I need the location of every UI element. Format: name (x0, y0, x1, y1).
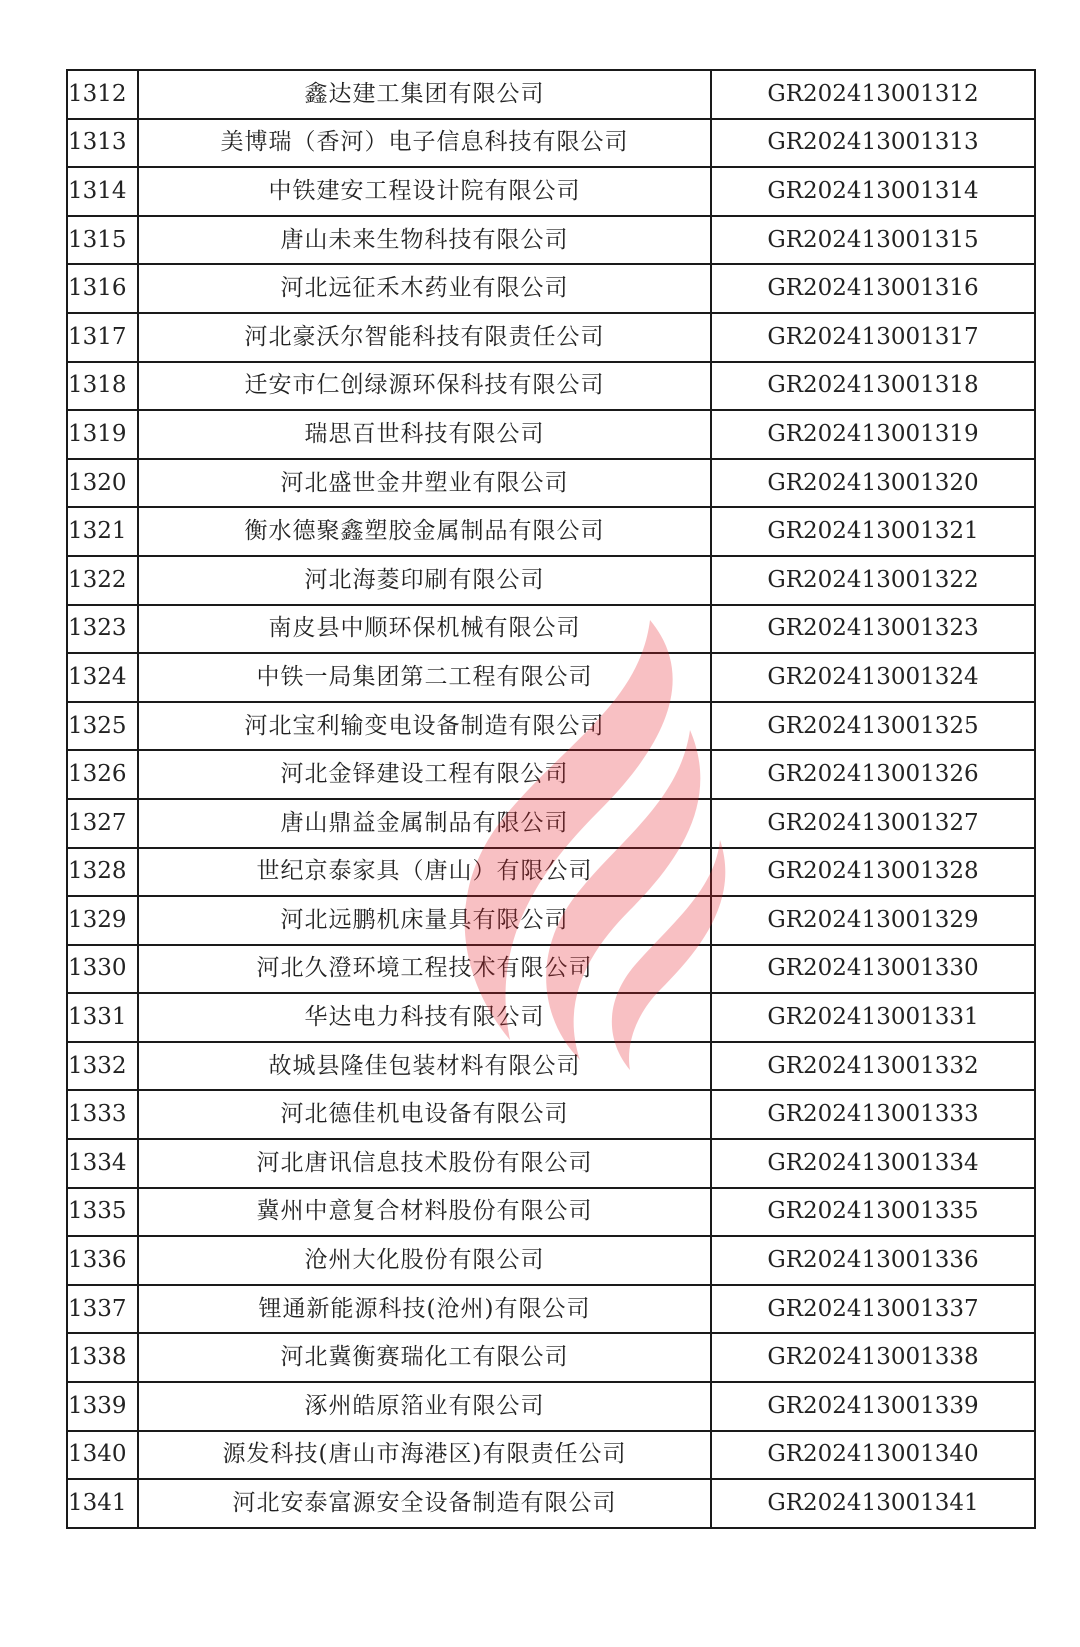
row-number: 1325 (67, 702, 138, 751)
row-number: 1312 (67, 70, 138, 119)
certificate-code: GR202413001325 (711, 702, 1035, 751)
certificate-code: GR202413001337 (711, 1285, 1035, 1334)
row-number: 1331 (67, 993, 138, 1042)
certificate-code: GR202413001332 (711, 1042, 1035, 1091)
company-name: 河北金铎建设工程有限公司 (138, 750, 711, 799)
table-row (67, 1382, 1035, 1431)
table-row (67, 362, 1035, 411)
company-name: 迁安市仁创绿源环保科技有限公司 (138, 362, 711, 411)
company-name: 沧州大化股份有限公司 (138, 1236, 711, 1285)
company-name: 中铁建安工程设计院有限公司 (138, 167, 711, 216)
table-row (67, 799, 1035, 848)
row-number: 1329 (67, 896, 138, 945)
row-number: 1338 (67, 1333, 138, 1382)
company-name: 华达电力科技有限公司 (138, 993, 711, 1042)
certificate-code: GR202413001340 (711, 1431, 1035, 1480)
certificate-code: GR202413001335 (711, 1188, 1035, 1237)
company-name: 瑞思百世科技有限公司 (138, 410, 711, 459)
company-name: 唐山鼎益金属制品有限公司 (138, 799, 711, 848)
table-body (67, 70, 1035, 1528)
table-row (67, 410, 1035, 459)
company-name: 唐山未来生物科技有限公司 (138, 216, 711, 265)
certificate-code: GR202413001323 (711, 605, 1035, 654)
table-row (67, 1090, 1035, 1139)
row-number: 1332 (67, 1042, 138, 1091)
certificate-code: GR202413001326 (711, 750, 1035, 799)
table-row (67, 216, 1035, 265)
row-number: 1323 (67, 605, 138, 654)
company-name: 中铁一局集团第二工程有限公司 (138, 653, 711, 702)
table-row (67, 750, 1035, 799)
certificate-code: GR202413001318 (711, 362, 1035, 411)
table-row (67, 313, 1035, 362)
company-name: 冀州中意复合材料股份有限公司 (138, 1188, 711, 1237)
row-number: 1316 (67, 264, 138, 313)
row-number: 1321 (67, 507, 138, 556)
row-number: 1341 (67, 1479, 138, 1528)
table-row (67, 167, 1035, 216)
company-name: 河北德佳机电设备有限公司 (138, 1090, 711, 1139)
table-row (67, 70, 1035, 119)
certificate-code: GR202413001317 (711, 313, 1035, 362)
certificate-code: GR202413001314 (711, 167, 1035, 216)
certificate-code: GR202413001321 (711, 507, 1035, 556)
row-number: 1317 (67, 313, 138, 362)
row-number: 1315 (67, 216, 138, 265)
certificate-code: GR202413001339 (711, 1382, 1035, 1431)
certificate-code: GR202413001316 (711, 264, 1035, 313)
row-number: 1333 (67, 1090, 138, 1139)
company-name: 河北冀衡赛瑞化工有限公司 (138, 1333, 711, 1382)
company-name: 河北豪沃尔智能科技有限责任公司 (138, 313, 711, 362)
row-number: 1340 (67, 1431, 138, 1480)
row-number: 1326 (67, 750, 138, 799)
row-number: 1314 (67, 167, 138, 216)
certificate-table (66, 69, 1036, 1529)
table-row (67, 702, 1035, 751)
certificate-code: GR202413001338 (711, 1333, 1035, 1382)
row-number: 1336 (67, 1236, 138, 1285)
table-row (67, 507, 1035, 556)
table-row (67, 556, 1035, 605)
table-row (67, 119, 1035, 168)
table-row (67, 945, 1035, 994)
certificate-code: GR202413001331 (711, 993, 1035, 1042)
certificate-code: GR202413001313 (711, 119, 1035, 168)
company-name: 河北安泰富源安全设备制造有限公司 (138, 1479, 711, 1528)
row-number: 1339 (67, 1382, 138, 1431)
table-row (67, 605, 1035, 654)
table-row (67, 653, 1035, 702)
table-row (67, 896, 1035, 945)
company-name: 河北唐讯信息技术股份有限公司 (138, 1139, 711, 1188)
table-row (67, 1139, 1035, 1188)
certificate-code: GR202413001312 (711, 70, 1035, 119)
company-name: 鑫达建工集团有限公司 (138, 70, 711, 119)
row-number: 1327 (67, 799, 138, 848)
row-number: 1328 (67, 848, 138, 897)
company-name: 美博瑞（香河）电子信息科技有限公司 (138, 119, 711, 168)
company-name: 源发科技(唐山市海港区)有限责任公司 (138, 1431, 711, 1480)
row-number: 1322 (67, 556, 138, 605)
row-number: 1330 (67, 945, 138, 994)
row-number: 1318 (67, 362, 138, 411)
company-name: 锂通新能源科技(沧州)有限公司 (138, 1285, 711, 1334)
row-number: 1335 (67, 1188, 138, 1237)
certificate-code: GR202413001327 (711, 799, 1035, 848)
row-number: 1324 (67, 653, 138, 702)
table-row (67, 1188, 1035, 1237)
row-number: 1319 (67, 410, 138, 459)
company-name: 衡水德聚鑫塑胶金属制品有限公司 (138, 507, 711, 556)
row-number: 1337 (67, 1285, 138, 1334)
company-name: 河北宝利输变电设备制造有限公司 (138, 702, 711, 751)
row-number: 1313 (67, 119, 138, 168)
table-row (67, 1042, 1035, 1091)
company-name: 河北远鹏机床量具有限公司 (138, 896, 711, 945)
certificate-code: GR202413001320 (711, 459, 1035, 508)
company-name: 河北久澄环境工程技术有限公司 (138, 945, 711, 994)
table-row (67, 1236, 1035, 1285)
table-row (67, 264, 1035, 313)
certificate-code: GR202413001336 (711, 1236, 1035, 1285)
table-row (67, 848, 1035, 897)
company-name: 河北海菱印刷有限公司 (138, 556, 711, 605)
certificate-code: GR202413001322 (711, 556, 1035, 605)
company-name: 南皮县中顺环保机械有限公司 (138, 605, 711, 654)
table-row (67, 993, 1035, 1042)
table-row (67, 1431, 1035, 1480)
company-name: 世纪京泰家具（唐山）有限公司 (138, 848, 711, 897)
certificate-code: GR202413001315 (711, 216, 1035, 265)
company-name: 河北盛世金井塑业有限公司 (138, 459, 711, 508)
table-row (67, 459, 1035, 508)
company-name: 涿州皓原箔业有限公司 (138, 1382, 711, 1431)
certificate-code: GR202413001324 (711, 653, 1035, 702)
company-name: 故城县隆佳包装材料有限公司 (138, 1042, 711, 1091)
certificate-code: GR202413001328 (711, 848, 1035, 897)
table-row (67, 1333, 1035, 1382)
table-row (67, 1479, 1035, 1528)
certificate-code: GR202413001330 (711, 945, 1035, 994)
row-number: 1334 (67, 1139, 138, 1188)
certificate-code: GR202413001319 (711, 410, 1035, 459)
row-number: 1320 (67, 459, 138, 508)
certificate-code: GR202413001333 (711, 1090, 1035, 1139)
table-row (67, 1285, 1035, 1334)
certificate-code: GR202413001341 (711, 1479, 1035, 1528)
company-name: 河北远征禾木药业有限公司 (138, 264, 711, 313)
certificate-code: GR202413001334 (711, 1139, 1035, 1188)
certificate-code: GR202413001329 (711, 896, 1035, 945)
